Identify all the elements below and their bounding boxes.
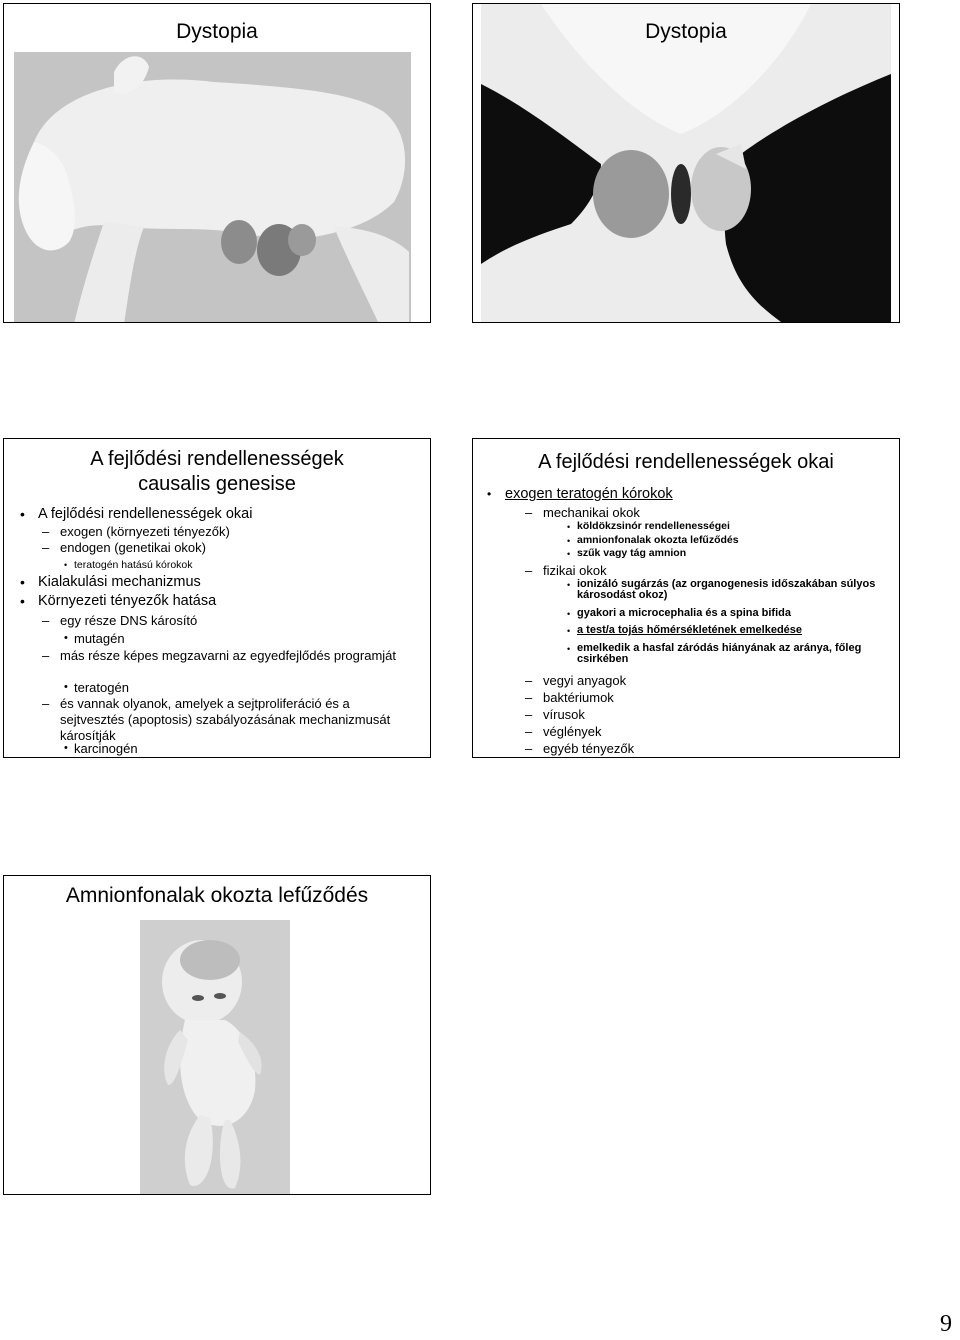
list-item (54, 679, 420, 696)
list-item (557, 579, 889, 602)
list-item-text: • teratogén hatású kórokok (74, 559, 193, 571)
slide-rendellenessegek-okai (472, 438, 900, 758)
list-item-text: • amnionfonalak okozta lefűződés (577, 533, 739, 546)
list-item-text: • exogen teratogén kórokok (505, 486, 673, 502)
list-item (521, 689, 889, 706)
list-item (20, 573, 420, 592)
list-item (557, 608, 889, 620)
list-item-text: • gyakori a microcephalia és a spina bifida (577, 606, 791, 619)
list-item-text: • a test/a tojás hőmérsékletének emelkedése (577, 624, 803, 636)
list-item-text: • Környezeti tényezők hatása (38, 593, 217, 609)
sub-sub-list (54, 679, 420, 696)
sub-sub-list (557, 521, 889, 560)
list-item-text: • mutagén (74, 631, 125, 646)
slide-title: Amnionfonalak okozta lefűződés (65, 884, 369, 907)
list-item-text: – egy része DNS károsító (60, 613, 198, 628)
list-item-text: – egyéb tényezők (543, 740, 635, 756)
slide-title: Dystopia (645, 20, 727, 43)
list-item (557, 625, 889, 637)
list-item (521, 706, 889, 723)
sub-sub-list (54, 630, 420, 647)
bullet-list (487, 485, 889, 757)
list-item-text: – endogen (genetikai okok) (60, 540, 206, 555)
list-item (54, 630, 420, 647)
sub-sub-list (54, 558, 420, 572)
slide-title (4, 447, 430, 497)
list-item-text: • ionizáló sugárzás (az organogenesis időszakában súlyos károsodást okoz) (577, 577, 876, 601)
slide-title-line2: causalis genesise (138, 473, 296, 495)
sub-list (38, 613, 420, 629)
list-item (20, 592, 420, 611)
list-item-text: • Kialakulási mechanizmus (38, 574, 201, 590)
dystopia-photo-abdomen (481, 4, 891, 322)
sub-list (521, 504, 889, 757)
list-item (557, 548, 889, 560)
list-item-text: • A fejlődési rendellenességek okai (38, 506, 253, 522)
list-item-text: • szűk vagy tág amnion (577, 547, 687, 559)
bullet-list (20, 573, 420, 611)
bullet-list (20, 505, 420, 524)
list-item-text: • emelkedik a hasfal záródás hiányának az aránya, főleg csirkében (577, 641, 862, 665)
list-item (38, 540, 420, 556)
list-item-text: – fizikai okok (543, 562, 607, 578)
list-item (521, 723, 889, 740)
list-item (38, 648, 406, 664)
list-item (54, 740, 420, 757)
page-number: 9 (940, 1311, 952, 1337)
list-item-text: – vírusok (543, 706, 585, 722)
list-item (557, 521, 889, 533)
sub-sub-list (54, 740, 420, 757)
slide-title: A fejlődési rendellenességek okai (538, 451, 834, 473)
slide-causalis-genesise (3, 438, 431, 758)
list-item-text: • köldökzsinór rendellenességei (577, 520, 730, 532)
slide-dystopia-1 (3, 3, 431, 323)
list-item-text: – véglények (543, 723, 602, 739)
list-item (38, 696, 406, 744)
list-item (487, 485, 889, 757)
sub-list (38, 648, 406, 664)
sub-list (38, 696, 406, 744)
slide-amnionfonalak (3, 875, 431, 1195)
list-item (521, 740, 889, 757)
list-item-text: – exogen (környezeti tényezők) (60, 524, 230, 539)
list-item-text: • karcinogén (74, 741, 138, 756)
sub-list (38, 524, 420, 556)
infant-photo (140, 920, 290, 1195)
list-item-text: • teratogén (74, 680, 129, 695)
list-item (521, 504, 889, 560)
list-item (38, 613, 420, 629)
list-item (54, 558, 420, 572)
list-item (557, 535, 889, 547)
slide-title-line1: A fejlődési rendellenességek (90, 448, 344, 470)
sub-sub-list (557, 579, 889, 666)
list-item-text: – és vannak olyanok, amelyek a sejtproliferáció és a sejtvesztés (apoptosis) szabályozásának mechanizmusát károsítják (60, 696, 391, 743)
list-item (521, 562, 889, 666)
list-item (38, 524, 420, 540)
list-item-text: – mechanikai okok (543, 505, 640, 520)
slide-dystopia-2 (472, 3, 900, 323)
list-item (557, 643, 889, 666)
list-item-text: – más része képes megzavarni az egyedfejlődés programját (60, 648, 397, 663)
slide-title: Dystopia (176, 20, 258, 43)
list-item-text: – baktériumok (543, 689, 614, 705)
list-item-text: – vegyi anyagok (543, 672, 627, 688)
list-item (521, 672, 889, 689)
list-item (20, 505, 420, 524)
dystopia-photo-animal (14, 52, 411, 323)
